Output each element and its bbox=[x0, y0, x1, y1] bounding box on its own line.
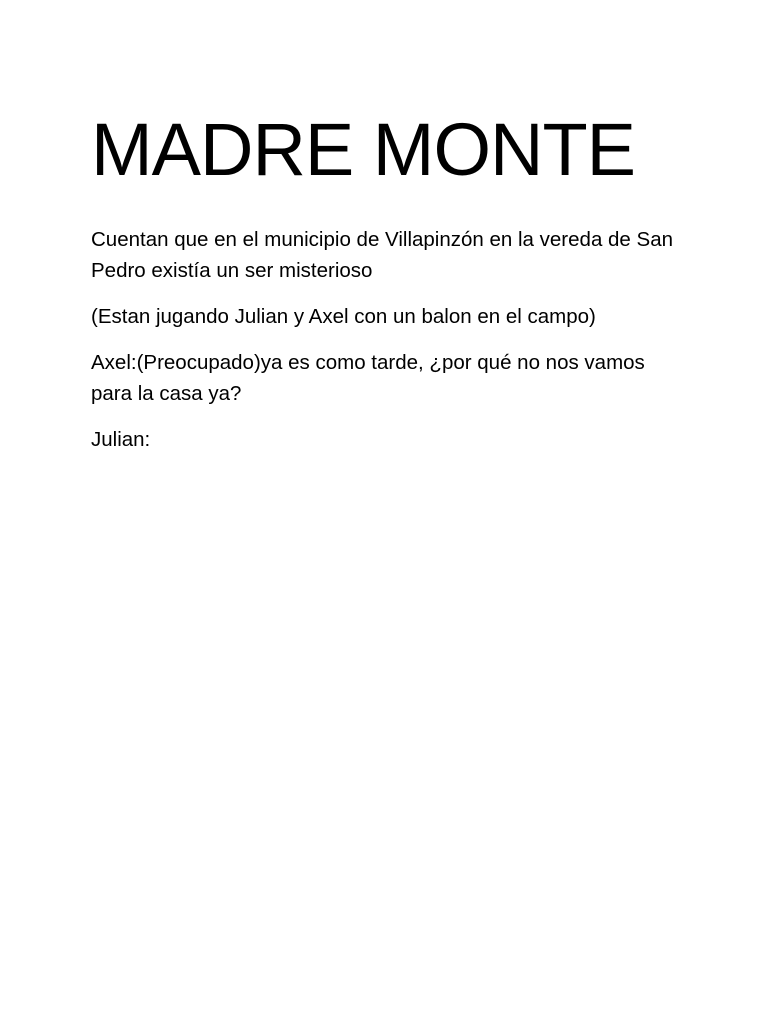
paragraph-intro: Cuentan que en el municipio de Villapinzón en la vereda de San Pedro existía un ser misterioso bbox=[91, 228, 674, 282]
paragraph-stage-direction: (Estan jugando Julian y Axel con un balon en el campo) bbox=[91, 305, 596, 328]
document-title: MADRE MONTE bbox=[91, 108, 635, 191]
document-body bbox=[91, 108, 691, 455]
paragraph-dialogue-julian: Julian: bbox=[91, 428, 151, 451]
paragraph-dialogue-axel: Axel:(Preocupado)ya es como tarde, ¿por qué no nos vamos para la casa ya? bbox=[91, 351, 645, 405]
